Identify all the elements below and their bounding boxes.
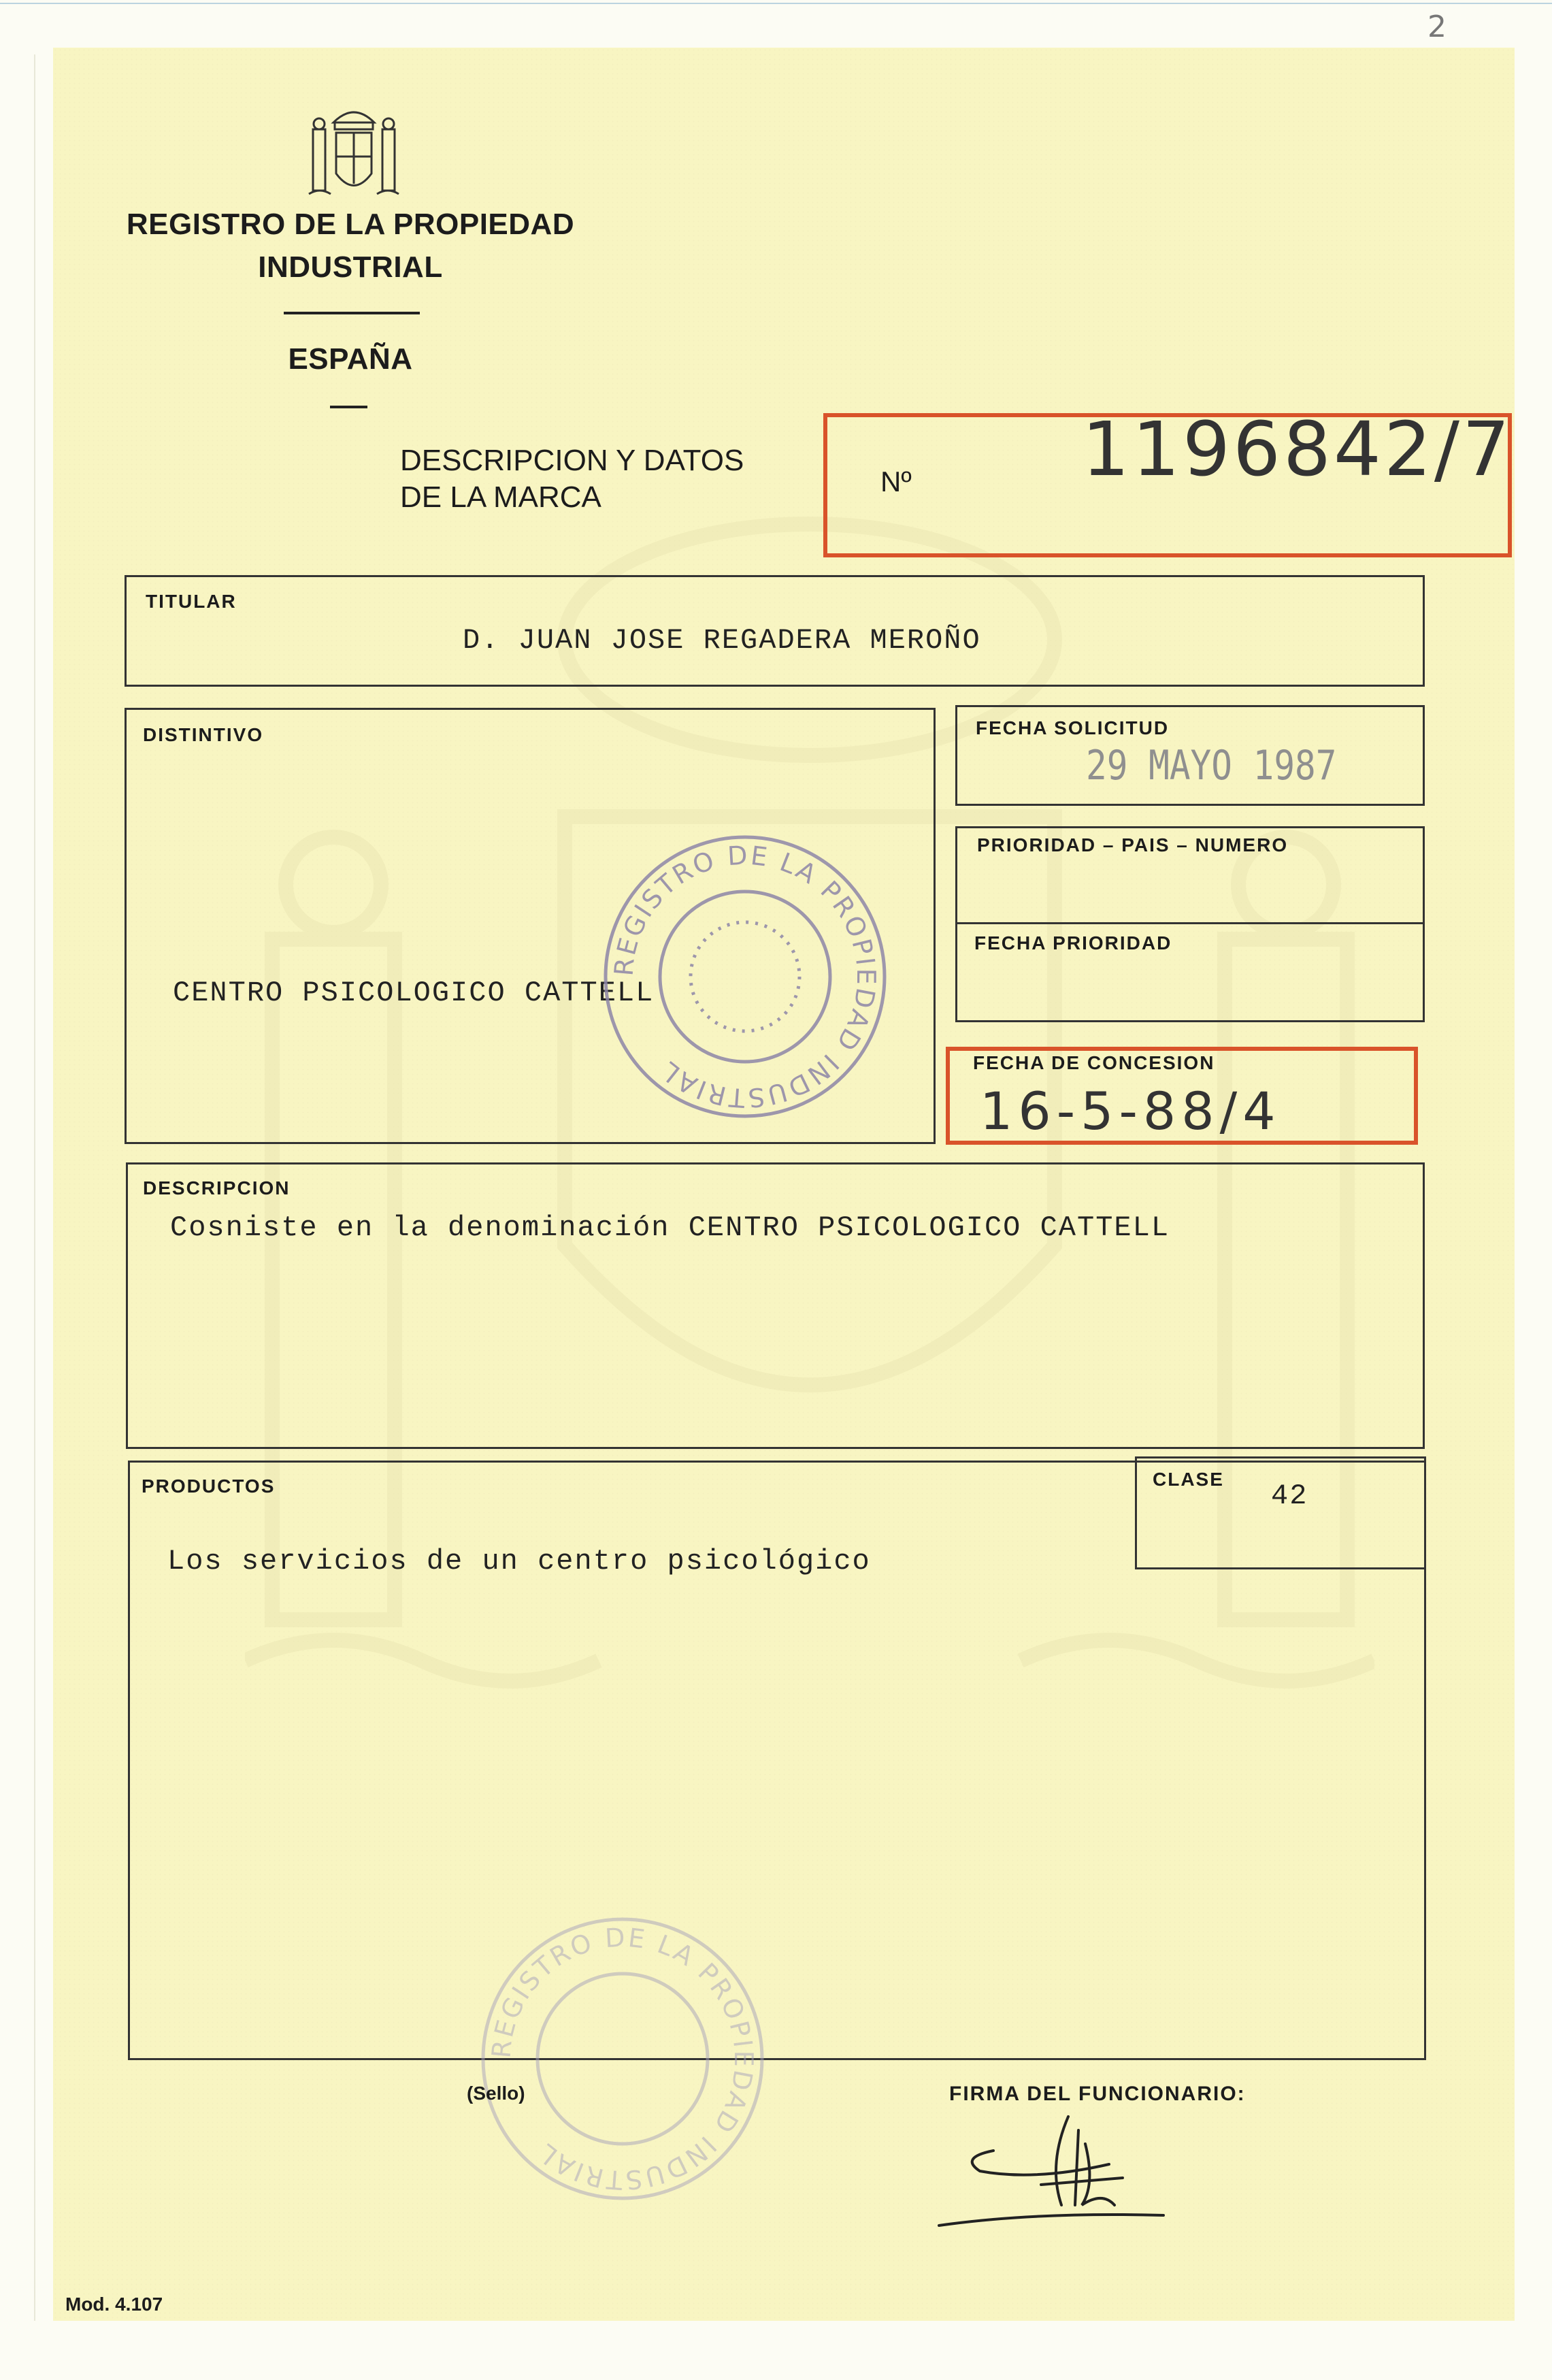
sello-label: (Sello)	[467, 2083, 525, 2104]
form-code: Mod. 4.107	[65, 2294, 163, 2315]
descripcion-value: Cosniste en la denominación CENTRO PSICOLOGICO CATTELL	[170, 1211, 1170, 1244]
seal-arc-text: REGISTRO DE LA PROPIEDAD INDUSTRIAL	[608, 840, 882, 1113]
descripcion-label: DESCRIPCION	[143, 1177, 291, 1199]
svg-text:REGISTRO DE LA PROPIEDAD INDUS	[486, 1922, 759, 2195]
distintivo-label: DISTINTIVO	[143, 724, 264, 745]
country-label: ESPAÑA	[288, 342, 413, 376]
prioridad-label: PRIORIDAD – PAIS – NUMERO	[977, 834, 1289, 855]
sello-arc-text: REGISTRO DE LA PROPIEDAD INDUSTRIAL	[486, 1922, 759, 2196]
fecha-solicitud-stamp: 29 MAYO 1987	[1086, 742, 1337, 789]
descripcion-box	[126, 1162, 1425, 1449]
productos-label: PRODUCTOS	[142, 1476, 276, 1497]
registry-seal-stamp	[599, 830, 891, 1123]
royal-crest-icon	[306, 102, 401, 204]
fecha-concesion-label: FECHA DE CONCESION	[973, 1052, 1215, 1073]
firma-label: FIRMA DEL FUNCIONARIO:	[949, 2083, 1246, 2105]
corner-pencil-mark: 2	[1427, 10, 1447, 44]
header-divider	[284, 312, 420, 314]
registry-title-line1: REGISTRO DE LA PROPIEDAD	[126, 208, 575, 241]
productos-value: Los servicios de un centro psicológico	[167, 1545, 871, 1578]
clase-value: 42	[1271, 1480, 1308, 1512]
scan-edge-line-left	[34, 54, 35, 2321]
titular-label: TITULAR	[146, 591, 237, 612]
registry-title-line2: INDUSTRIAL	[258, 250, 443, 284]
registration-number-label: Nº	[880, 466, 912, 498]
sello-faint-stamp	[476, 1912, 769, 2205]
fecha-prioridad-label: FECHA PRIORIDAD	[974, 932, 1172, 953]
section-title-line1: DESCRIPCION Y DATOS	[400, 444, 744, 477]
header-divider-short	[330, 406, 367, 408]
registration-number-value: 1196842/7	[1082, 406, 1513, 493]
official-signature	[932, 2103, 1177, 2232]
prioridad-divider	[955, 922, 1425, 924]
distintivo-value: CENTRO PSICOLOGICO CATTELL	[173, 977, 655, 1009]
section-title-line2: DE LA MARCA	[400, 480, 601, 514]
titular-value: D. JUAN JOSE REGADERA MEROÑO	[463, 624, 981, 657]
clase-label: CLASE	[1153, 1469, 1224, 1490]
fecha-concesion-value: 16-5-88/4	[980, 1081, 1281, 1141]
svg-text:REGISTRO DE LA PROPIEDAD INDUS	[608, 840, 881, 1113]
fecha-solicitud-label: FECHA SOLICITUD	[976, 717, 1170, 738]
scan-edge-line	[0, 3, 1552, 4]
